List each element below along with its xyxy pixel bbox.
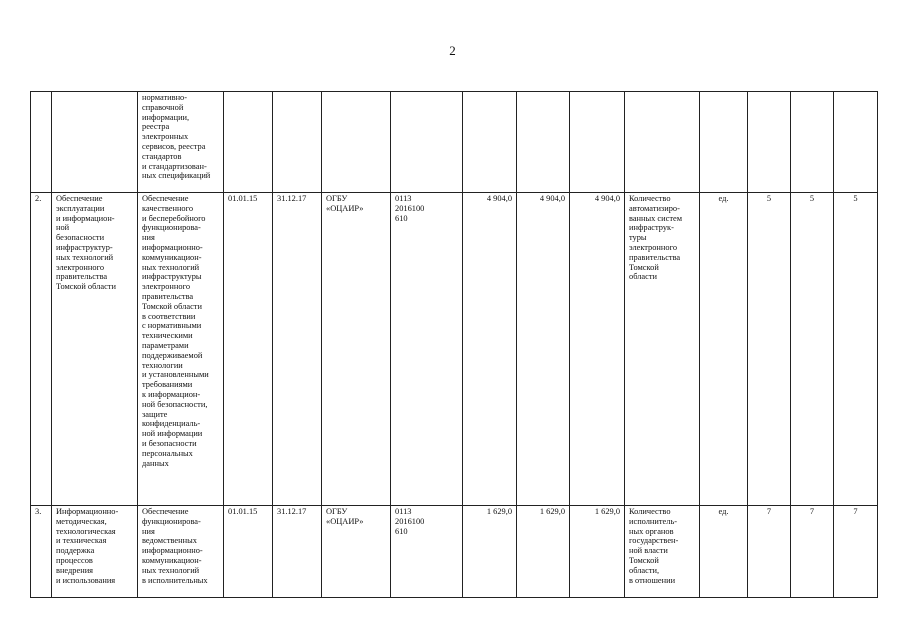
indicator-cell xyxy=(625,193,700,506)
text-line: и стандартизован- xyxy=(142,161,207,171)
text-line: инфраструктуры xyxy=(142,272,202,282)
funding-2016-cell: 1 629,0 xyxy=(517,506,570,598)
text-line: данных xyxy=(142,458,169,468)
start-date-cell: 01.01.15 xyxy=(224,506,273,598)
text-line: и техническая xyxy=(56,536,107,546)
target-2015-cell: 7 xyxy=(748,506,791,598)
start-date-cell xyxy=(224,92,273,193)
target-2016-cell: 5 xyxy=(791,193,834,506)
text-line: коммуникацион- xyxy=(142,555,202,565)
text-line: ОГБУ xyxy=(326,194,348,203)
activity-name-cell xyxy=(52,506,138,598)
text-line: ных органов xyxy=(629,526,674,536)
executor-cell xyxy=(322,506,391,598)
text-line: Томской области xyxy=(142,301,202,311)
funding-2017-cell: 1 629,0 xyxy=(570,506,625,598)
budget-code-cell xyxy=(391,92,463,193)
text-line: функционирова- xyxy=(142,516,201,526)
text-line: Томской области xyxy=(56,282,116,292)
target-2015-cell: 5 xyxy=(748,193,791,506)
text-line: «ОЦАИР» xyxy=(326,203,364,213)
target-2016-cell xyxy=(791,92,834,193)
table-row xyxy=(31,506,878,598)
table-row xyxy=(31,193,878,506)
text-line: и безопасности xyxy=(142,438,197,448)
text-line: инфраструктур- xyxy=(56,242,113,252)
text-line: электронного xyxy=(142,282,191,292)
text-line: методическая, xyxy=(56,516,107,526)
start-date-cell: 01.01.15 xyxy=(224,193,273,506)
funding-2016-cell xyxy=(517,92,570,193)
text-line: туры xyxy=(629,233,647,243)
text-line: сервисов, реестра xyxy=(142,141,206,151)
activity-name-cell xyxy=(52,92,138,193)
text-line: инфраструк- xyxy=(629,223,674,233)
text-line: правительства xyxy=(56,272,108,282)
indicator-cell xyxy=(625,506,700,598)
page-number: 2 xyxy=(449,43,456,58)
activity-name-cell xyxy=(52,193,138,506)
text-line: ОГБУ xyxy=(326,507,348,516)
row-number-cell: 3. xyxy=(31,506,52,598)
activity-content-cell xyxy=(138,506,224,598)
text-line: персональных xyxy=(142,448,193,458)
text-line: ния xyxy=(142,233,155,243)
text-line: техническими xyxy=(142,331,193,341)
text-line: к информацион- xyxy=(142,389,201,399)
text-line: и информацион- xyxy=(56,213,115,223)
text-line: ных технологий xyxy=(142,262,200,272)
text-line: Количество xyxy=(629,194,671,203)
text-line: качественного xyxy=(142,203,194,213)
text-line: нормативно- xyxy=(142,93,188,102)
text-line: и бесперебойного xyxy=(142,213,206,223)
executor-cell xyxy=(322,92,391,193)
text-line: информации, xyxy=(142,112,190,122)
text-line: электронных xyxy=(142,132,189,142)
end-date-cell: 31.12.17 xyxy=(273,193,322,506)
target-2015-cell xyxy=(748,92,791,193)
text-line: Обеспечение xyxy=(56,194,103,203)
activity-content-cell xyxy=(138,193,224,506)
funding-2015-cell xyxy=(463,92,517,193)
target-2016-cell: 7 xyxy=(791,506,834,598)
unit-cell: ед. xyxy=(700,193,748,506)
text-line: в исполнительных xyxy=(142,575,208,585)
text-line: безопасности xyxy=(56,233,105,243)
text-line: 0113 xyxy=(395,507,412,516)
executor-cell xyxy=(322,193,391,506)
budget-code-cell xyxy=(391,506,463,598)
text-line: 610 xyxy=(395,213,408,223)
text-line: информационно- xyxy=(142,546,203,556)
text-line: и использования xyxy=(56,575,116,585)
text-line: функционирова- xyxy=(142,223,201,233)
text-line: поддержка xyxy=(56,546,95,556)
text-line: области xyxy=(629,272,657,282)
unit-cell xyxy=(700,92,748,193)
text-line: реестра xyxy=(142,122,170,132)
text-line: Томской xyxy=(629,262,659,272)
target-2017-cell: 7 xyxy=(834,506,878,598)
text-line: ных спецификаций xyxy=(142,171,211,181)
text-line: электронного xyxy=(629,242,678,252)
text-line: параметрами xyxy=(142,340,189,350)
budget-code-cell xyxy=(391,193,463,506)
text-line: процессов xyxy=(56,555,93,565)
text-line: Обеспечение xyxy=(142,507,189,516)
text-line: справочной xyxy=(142,102,184,112)
text-line: ных технологий xyxy=(142,565,200,575)
text-line: автоматизиро- xyxy=(629,203,680,213)
program-activities-table xyxy=(30,91,878,598)
text-line: ной xyxy=(56,223,70,233)
text-line: в отношении xyxy=(629,575,676,585)
text-line: требованиями xyxy=(142,380,193,390)
unit-cell: ед. xyxy=(700,506,748,598)
text-line: 610 xyxy=(395,526,408,536)
text-line: 0113 xyxy=(395,194,412,203)
text-line: ной информации xyxy=(142,429,203,439)
text-line: защите xyxy=(142,409,168,419)
text-line: ной безопасности, xyxy=(142,399,208,409)
text-line: «ОЦАИР» xyxy=(326,516,364,526)
text-line: и установленными xyxy=(142,370,209,380)
text-line: поддерживаемой xyxy=(142,350,203,360)
funding-2015-cell: 1 629,0 xyxy=(463,506,517,598)
table-row xyxy=(31,92,878,193)
text-line: с нормативными xyxy=(142,321,202,331)
text-line: Количество xyxy=(629,507,671,516)
target-2017-cell xyxy=(834,92,878,193)
text-line: Томской xyxy=(629,555,659,565)
text-line: в соответствии xyxy=(142,311,196,321)
text-line: стандартов xyxy=(142,151,182,161)
text-line: ных технологий xyxy=(56,252,114,262)
row-number-cell xyxy=(31,92,52,193)
target-2017-cell: 5 xyxy=(834,193,878,506)
text-line: информационно- xyxy=(142,242,203,252)
text-line: исполнитель- xyxy=(629,516,678,526)
funding-2015-cell: 4 904,0 xyxy=(463,193,517,506)
indicator-cell xyxy=(625,92,700,193)
text-line: ведомственных xyxy=(142,536,197,546)
row-number-cell: 2. xyxy=(31,193,52,506)
text-line: ной власти xyxy=(629,546,668,556)
end-date-cell: 31.12.17 xyxy=(273,506,322,598)
funding-2017-cell: 4 904,0 xyxy=(570,193,625,506)
text-line: правительства xyxy=(142,291,194,301)
text-line: внедрения xyxy=(56,565,94,575)
text-line: государствен- xyxy=(629,536,679,546)
end-date-cell xyxy=(273,92,322,193)
text-line: коммуникацион- xyxy=(142,252,202,262)
funding-2016-cell: 4 904,0 xyxy=(517,193,570,506)
text-line: технологическая xyxy=(56,526,116,536)
text-line: электронного xyxy=(56,262,105,272)
text-line: эксплуатации xyxy=(56,203,105,213)
text-line: 2016100 xyxy=(395,516,425,526)
text-line: Информационно- xyxy=(56,507,119,516)
text-line: ния xyxy=(142,526,155,536)
text-line: технологии xyxy=(142,360,183,370)
funding-2017-cell xyxy=(570,92,625,193)
text-line: Обеспечение xyxy=(142,194,189,203)
text-line: конфиденциаль- xyxy=(142,419,201,429)
text-line: области, xyxy=(629,565,660,575)
text-line: ванных систем xyxy=(629,213,683,223)
activity-content-cell xyxy=(138,92,224,193)
text-line: правительства xyxy=(629,252,681,262)
text-line: 2016100 xyxy=(395,203,425,213)
